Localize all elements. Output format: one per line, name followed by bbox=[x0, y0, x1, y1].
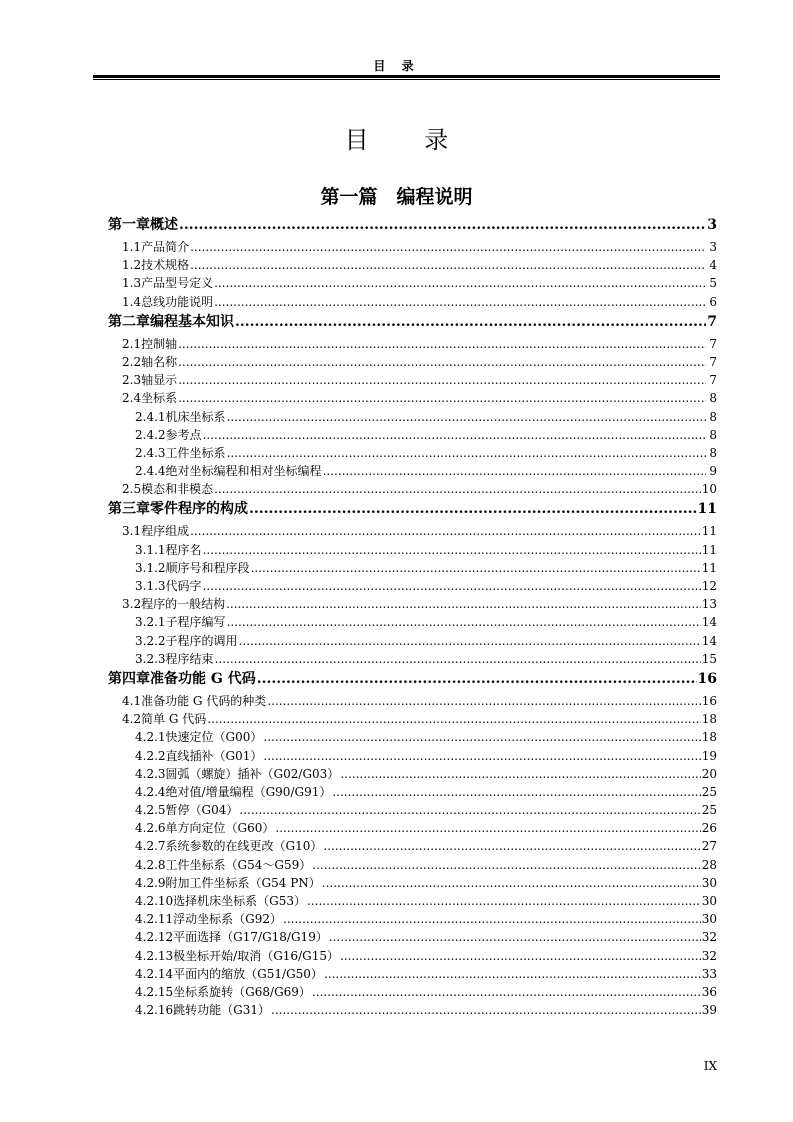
toc-entry-number: 4.2.14 bbox=[135, 966, 174, 981]
toc-leader-dots bbox=[190, 258, 706, 272]
toc-entry[interactable] bbox=[108, 632, 717, 650]
toc-entry-number: 2.4.2 bbox=[135, 427, 166, 442]
toc-entry-page: 20 bbox=[701, 766, 717, 781]
toc-entry-page: 7 bbox=[709, 373, 717, 388]
toc-leader-dots bbox=[307, 894, 701, 908]
toc-entry[interactable] bbox=[108, 444, 717, 462]
toc-entry-page: 18 bbox=[701, 712, 717, 727]
toc-entry[interactable] bbox=[108, 910, 717, 928]
toc-entry-title: 暂停（G04） bbox=[165, 803, 239, 818]
toc-entry-number: 3.2.1 bbox=[135, 615, 166, 630]
toc-entry-number: 第一章 bbox=[108, 217, 150, 233]
toc-leader-dots bbox=[203, 543, 701, 557]
toc-entry-page: 3 bbox=[709, 240, 717, 254]
toc-entry-title: 准备功能 G 代码的种类 bbox=[141, 693, 267, 708]
toc-entry-page: 15 bbox=[701, 651, 717, 666]
toc-entry[interactable] bbox=[108, 408, 717, 426]
toc-entry-page: 14 bbox=[701, 615, 717, 630]
toc-entry[interactable] bbox=[108, 801, 717, 819]
toc-entry-title: 程序的一般结构 bbox=[141, 597, 226, 612]
toc-entry-title: 系统参数的在线更改（G10） bbox=[165, 839, 323, 854]
toc-entry[interactable] bbox=[108, 874, 717, 892]
toc-entry[interactable] bbox=[108, 462, 717, 480]
toc-entry-page: 6 bbox=[709, 294, 717, 309]
toc-entry-number: 4.2.3 bbox=[135, 766, 166, 781]
toc-chapter-entry[interactable] bbox=[108, 498, 717, 522]
toc-leader-dots bbox=[190, 240, 706, 254]
toc-entry[interactable] bbox=[108, 522, 717, 540]
toc-leader-dots bbox=[283, 912, 701, 926]
toc-entry-title: 轴显示 bbox=[141, 373, 178, 388]
toc-entry-page: 30 bbox=[701, 912, 717, 927]
header-rule-thin bbox=[93, 79, 720, 80]
toc-leader-dots bbox=[322, 876, 701, 890]
toc-entry-title: 模态和非模态 bbox=[141, 482, 214, 497]
toc-leader-dots bbox=[267, 694, 700, 708]
toc-entry-title: 绝对值/增量编程（G90/G91） bbox=[165, 784, 332, 799]
toc-entry-page: 25 bbox=[701, 803, 717, 818]
toc-entry-page: 8 bbox=[709, 445, 717, 460]
toc-entry-page: 4 bbox=[709, 258, 717, 273]
toc-leader-dots bbox=[226, 597, 701, 611]
toc-entry-number: 2.4 bbox=[122, 391, 142, 406]
toc-leader-dots bbox=[312, 985, 701, 999]
toc-entry-title: 程序结束 bbox=[165, 651, 214, 666]
toc-entry[interactable] bbox=[108, 783, 717, 801]
toc-entry-page: 3 bbox=[707, 217, 717, 233]
toc-leader-dots bbox=[203, 579, 701, 593]
toc-entry[interactable] bbox=[108, 1001, 717, 1019]
toc-entry-title: 工件坐标系 bbox=[165, 445, 226, 460]
toc-leader-dots bbox=[178, 355, 706, 369]
toc-entry[interactable] bbox=[108, 710, 717, 728]
toc-entry-number: 3.1.3 bbox=[135, 579, 166, 593]
toc-entry-title: 代码字 bbox=[165, 579, 202, 593]
toc-leader-dots bbox=[340, 949, 701, 963]
toc-entry-number: 2.4.1 bbox=[135, 409, 166, 424]
toc-entry-number: 1.3 bbox=[122, 276, 142, 291]
toc-entry-title: 总线功能说明 bbox=[141, 294, 214, 309]
toc-entry-page: 14 bbox=[701, 633, 717, 648]
toc-entry[interactable] bbox=[108, 856, 717, 874]
toc-leader-dots bbox=[207, 712, 700, 726]
toc-entry-number: 4.2.4 bbox=[135, 784, 166, 799]
toc-entry-number: 2.5 bbox=[122, 482, 142, 497]
toc-leader-dots bbox=[275, 821, 700, 835]
toc-leader-dots bbox=[214, 276, 706, 290]
toc-entry-title: 产品简介 bbox=[141, 240, 190, 254]
toc-entry-number: 3.1.1 bbox=[135, 542, 166, 557]
toc-entry-page: 30 bbox=[701, 875, 717, 890]
toc-entry-number: 4.2.1 bbox=[135, 730, 166, 745]
toc-entry[interactable] bbox=[108, 613, 717, 631]
toc-leader-dots bbox=[190, 524, 701, 538]
toc-leader-dots bbox=[178, 337, 706, 351]
page-number: IX bbox=[703, 1059, 717, 1073]
toc-entry-title: 坐标系 bbox=[141, 391, 178, 406]
toc-entry[interactable] bbox=[108, 559, 717, 577]
toc-entry-number: 3.1.2 bbox=[135, 560, 166, 575]
running-title: 目 录 bbox=[373, 59, 420, 73]
toc-entry-title: 零件程序的构成 bbox=[150, 501, 248, 518]
toc-entry[interactable] bbox=[108, 595, 717, 613]
toc-entry-title: 选择机床坐标系（G53） bbox=[173, 894, 307, 908]
toc-entry-number: 3.2 bbox=[122, 597, 142, 612]
toc-entry[interactable] bbox=[108, 892, 717, 910]
toc-entry-title: 快速定位（G00） bbox=[165, 730, 263, 745]
toc-entry[interactable] bbox=[108, 335, 717, 353]
toc-entry[interactable] bbox=[108, 947, 717, 965]
toc-entry-number: 3.1 bbox=[122, 524, 142, 539]
toc-entry-page: 30 bbox=[701, 894, 717, 908]
toc-entry-page: 32 bbox=[701, 930, 717, 945]
toc-entry-page: 13 bbox=[701, 597, 717, 612]
toc-entry[interactable] bbox=[108, 837, 717, 855]
toc-entry[interactable] bbox=[108, 480, 717, 498]
toc-entry-title: 浮动坐标系（G92） bbox=[173, 912, 283, 927]
toc-entry-number: 第四章 bbox=[108, 670, 150, 687]
toc-entry-page: 26 bbox=[701, 821, 717, 836]
toc-entry-page: 19 bbox=[701, 748, 717, 763]
toc-entry-title: 绝对坐标编程和相对坐标编程 bbox=[165, 464, 322, 479]
toc-entry[interactable] bbox=[108, 371, 717, 389]
toc-entry-page: 11 bbox=[701, 524, 717, 539]
toc-entry-title: 编程基本知识 bbox=[150, 313, 234, 330]
toc-entry-number: 4.2.11 bbox=[135, 912, 174, 927]
toc-entry-number: 4.2.10 bbox=[135, 894, 174, 908]
toc-chapter-entry[interactable] bbox=[108, 668, 717, 692]
toc-entry[interactable] bbox=[108, 541, 717, 559]
toc-entry-title: 坐标系旋转（G68/G69） bbox=[173, 984, 311, 999]
toc-entry-number: 2.3 bbox=[122, 373, 142, 388]
toc-entry-page: 36 bbox=[701, 984, 717, 999]
toc-leader-dots bbox=[239, 634, 701, 648]
toc-leader-dots bbox=[227, 446, 706, 460]
toc-entry[interactable] bbox=[108, 747, 717, 765]
toc-entry[interactable] bbox=[108, 426, 717, 444]
toc-entry[interactable] bbox=[108, 928, 717, 946]
toc-entry-number: 4.2.2 bbox=[135, 748, 166, 763]
toc-entry-page: 8 bbox=[709, 427, 717, 442]
toc-entry[interactable] bbox=[108, 389, 717, 407]
toc-entry-title: 平面选择（G17/G18/G19） bbox=[173, 930, 328, 945]
toc-leader-dots bbox=[215, 652, 701, 666]
toc-chapter-entry[interactable] bbox=[108, 214, 717, 238]
toc-entry[interactable] bbox=[108, 238, 717, 256]
toc-entry-number: 4.2.5 bbox=[135, 803, 166, 818]
toc-leader-dots bbox=[227, 410, 706, 424]
toc-entry-number: 3.2.2 bbox=[135, 633, 166, 648]
toc-entry[interactable] bbox=[108, 577, 717, 595]
toc-entry-number: 4.2.7 bbox=[135, 839, 166, 854]
toc-leader-dots bbox=[249, 501, 697, 517]
toc-entry-page: 32 bbox=[701, 948, 717, 963]
toc-leader-dots bbox=[340, 767, 700, 781]
toc-entry-title: 子程序编写 bbox=[165, 615, 226, 630]
toc-entry-title: 单方向定位（G60） bbox=[165, 821, 275, 836]
toc-leader-dots bbox=[271, 1003, 701, 1017]
toc-entry-title: 平面内的缩放（G51/G50） bbox=[173, 966, 323, 981]
toc-entry-title: 直线插补（G01） bbox=[165, 748, 263, 763]
toc-entry[interactable] bbox=[108, 819, 717, 837]
toc-entry-number: 4.1 bbox=[122, 693, 142, 708]
toc-entry-page: 33 bbox=[701, 966, 717, 981]
toc-entry-title: 概述 bbox=[150, 217, 178, 233]
toc-entry-page: 7 bbox=[709, 336, 717, 351]
toc-leader-dots bbox=[203, 428, 706, 442]
toc-entry-number: 1.1 bbox=[122, 240, 142, 254]
toc-entry-number: 4.2.16 bbox=[135, 1003, 174, 1018]
toc-entry-number: 4.2.9 bbox=[135, 875, 166, 890]
toc-entry-number: 第二章 bbox=[108, 313, 150, 330]
toc-leader-dots bbox=[214, 482, 701, 496]
toc-leader-dots bbox=[263, 730, 700, 744]
toc-leader-dots bbox=[332, 785, 700, 799]
toc-entry-number: 2.2 bbox=[122, 354, 142, 369]
toc-leader-dots bbox=[178, 373, 706, 387]
toc-entry-page: 9 bbox=[709, 464, 717, 479]
toc-entry-title: 子程序的调用 bbox=[165, 633, 238, 648]
toc-entry-page: 8 bbox=[709, 391, 717, 406]
toc-entry-title: 机床坐标系 bbox=[165, 409, 226, 424]
toc-entry-page: 16 bbox=[701, 693, 717, 708]
toc-entry-number: 1.2 bbox=[122, 258, 142, 273]
toc-entry-title: 参考点 bbox=[165, 427, 202, 442]
toc-leader-dots bbox=[179, 217, 706, 233]
toc-entry-title: 控制轴 bbox=[141, 336, 178, 351]
toc-entry[interactable] bbox=[108, 728, 717, 746]
toc-leader-dots bbox=[263, 749, 700, 763]
toc-leader-dots bbox=[251, 561, 701, 575]
toc-entry-number: 2.4.3 bbox=[135, 445, 166, 460]
toc-entry[interactable] bbox=[108, 256, 717, 274]
toc-entry[interactable] bbox=[108, 274, 717, 292]
toc-leader-dots bbox=[178, 391, 706, 405]
toc-entry-number: 4.2.8 bbox=[135, 857, 166, 872]
toc-entry-page: 25 bbox=[701, 784, 717, 799]
toc-entry-page: 16 bbox=[697, 670, 717, 687]
toc-entry-title: 跳转功能（G31） bbox=[173, 1003, 271, 1018]
toc-entry-number: 1.4 bbox=[122, 294, 142, 309]
toc-entry-page: 7 bbox=[709, 354, 717, 369]
toc-entry-number: 4.2.15 bbox=[135, 984, 174, 999]
page-title: 目 录 bbox=[344, 126, 473, 154]
toc-entry-title: 极坐标开始/取消（G16/G15） bbox=[173, 948, 339, 963]
part-title: 第一篇 编程说明 bbox=[320, 186, 473, 208]
toc-entry-page: 28 bbox=[701, 857, 717, 872]
toc-entry-title: 程序名 bbox=[165, 542, 202, 557]
toc-leader-dots bbox=[239, 803, 700, 817]
toc-leader-dots bbox=[312, 858, 700, 872]
toc-entry-title: 准备功能 G 代码 bbox=[150, 670, 256, 687]
toc-entry-number: 4.2 bbox=[122, 712, 142, 727]
toc-entry-number: 4.2.12 bbox=[135, 930, 174, 945]
toc-entry-number: 4.2.13 bbox=[135, 948, 174, 963]
toc-leader-dots bbox=[214, 295, 706, 309]
toc-entry-page: 12 bbox=[701, 579, 717, 593]
toc-entry-page: 18 bbox=[701, 730, 717, 745]
toc-entry-number: 3.2.3 bbox=[135, 651, 166, 666]
toc-entry-number: 第三章 bbox=[108, 501, 150, 518]
toc-entry[interactable] bbox=[108, 983, 717, 1001]
toc-leader-dots bbox=[323, 839, 700, 853]
toc-entry-page: 5 bbox=[709, 276, 717, 291]
toc-entry[interactable] bbox=[108, 650, 717, 668]
toc-entry-page: 11 bbox=[697, 501, 717, 518]
toc-leader-dots bbox=[323, 464, 706, 478]
toc-leader-dots bbox=[227, 615, 701, 629]
toc-entry-number: 2.1 bbox=[122, 336, 142, 351]
toc-entry-page: 10 bbox=[701, 482, 717, 497]
toc-entry[interactable] bbox=[108, 765, 717, 783]
toc-entry-page: 39 bbox=[701, 1003, 717, 1018]
toc-leader-dots bbox=[329, 930, 701, 944]
toc-entry-page: 7 bbox=[707, 313, 717, 330]
header-rule-thick bbox=[93, 75, 720, 78]
table-of-contents bbox=[108, 214, 717, 1019]
toc-entry[interactable] bbox=[108, 353, 717, 371]
toc-entry-number: 2.4.4 bbox=[135, 464, 166, 479]
toc-entry-title: 圆弧（螺旋）插补（G02/G03） bbox=[165, 766, 340, 781]
toc-entry-title: 程序组成 bbox=[141, 524, 190, 539]
toc-entry-page: 8 bbox=[709, 409, 717, 424]
toc-leader-dots bbox=[324, 967, 701, 981]
toc-entry[interactable] bbox=[108, 692, 717, 710]
toc-chapter-entry[interactable] bbox=[108, 311, 717, 335]
toc-entry-title: 技术规格 bbox=[141, 258, 190, 273]
toc-entry-page: 27 bbox=[701, 839, 717, 854]
toc-entry-title: 顺序号和程序段 bbox=[165, 560, 250, 575]
toc-leader-dots bbox=[235, 314, 706, 330]
toc-entry-title: 工件坐标系（G54～G59） bbox=[165, 857, 312, 872]
toc-entry-title: 产品型号定义 bbox=[141, 276, 214, 291]
toc-entry[interactable] bbox=[108, 293, 717, 311]
toc-entry-title: 附加工件坐标系（G54 PN） bbox=[165, 875, 321, 890]
toc-entry-page: 11 bbox=[701, 560, 717, 575]
toc-entry-title: 简单 G 代码 bbox=[141, 712, 207, 727]
toc-entry[interactable] bbox=[108, 965, 717, 983]
toc-leader-dots bbox=[257, 671, 697, 687]
toc-entry-title: 轴名称 bbox=[141, 354, 178, 369]
toc-entry-number: 4.2.6 bbox=[135, 821, 166, 836]
toc-entry-page: 11 bbox=[701, 542, 717, 557]
